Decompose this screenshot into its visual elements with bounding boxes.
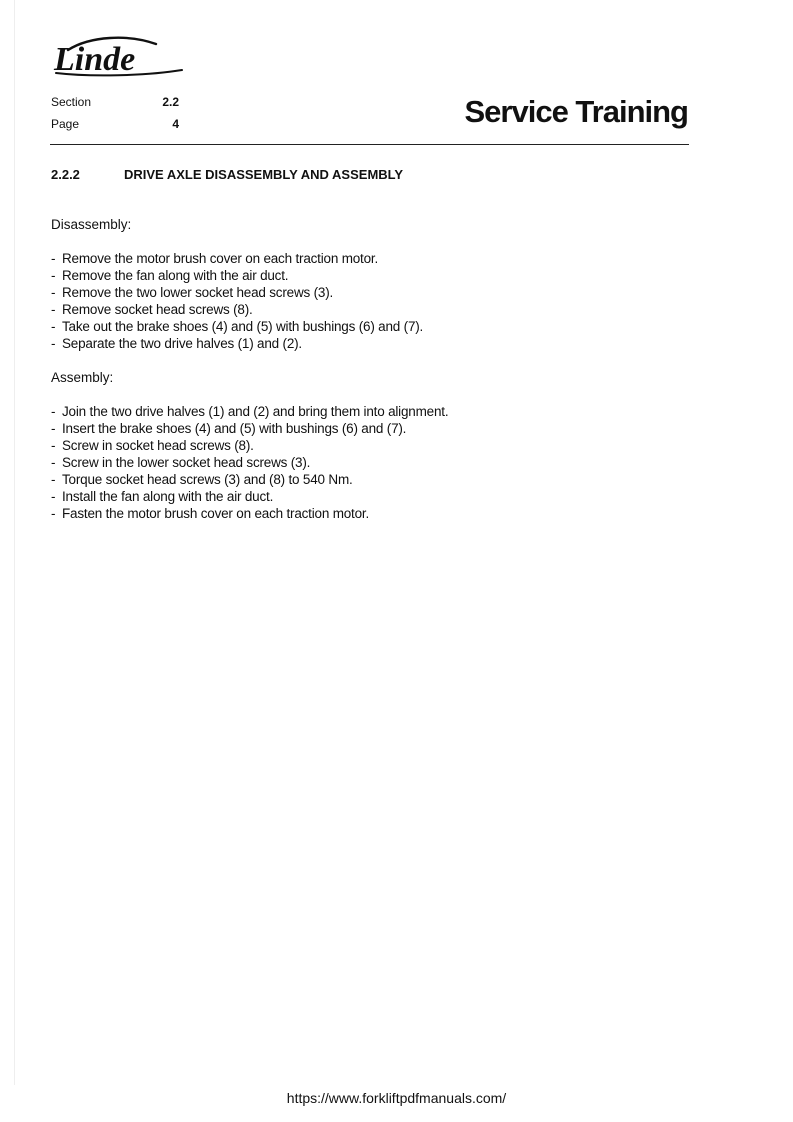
assembly-step: - Join the two drive halves (1) and (2) and bring them into alignment. [51,403,448,420]
section-label: Section [51,95,92,109]
page-label: Page [51,117,80,131]
linde-logo [50,34,190,78]
section-title: DRIVE AXLE DISASSEMBLY AND ASSEMBLY [124,167,404,182]
header-divider [50,144,689,145]
section-number: 2.2.2 [51,167,80,182]
assembly-step: - Screw in socket head screws (8). [51,437,448,454]
assembly-step: - Screw in the lower socket head screws (3). [51,454,448,471]
assembly-step: - Insert the brake shoes (4) and (5) with bushings (6) and (7). [51,420,448,437]
disassembly-step: - Remove the motor brush cover on each traction motor. [51,250,423,267]
disassembly-step: - Separate the two drive halves (1) and (2). [51,335,423,352]
assembly-step: - Install the fan along with the air duct. [51,488,448,505]
disassembly-step: - Remove the fan along with the air duct. [51,267,423,284]
section-value: 2.2 [162,95,179,109]
disassembly-step: - Remove the two lower socket head screws (3). [51,284,423,301]
footer-url-link[interactable]: https://www.forkliftpdfmanuals.com/ [286,1090,507,1106]
disassembly-step: - Take out the brake shoes (4) and (5) with bushings (6) and (7). [51,318,423,335]
assembly-step: - Fasten the motor brush cover on each traction motor. [51,505,448,522]
page-value: 4 [172,117,179,131]
assembly-heading: Assembly: [51,370,114,385]
page-edge-rule [14,0,15,1085]
disassembly-heading: Disassembly: [51,217,132,232]
section-heading [51,167,403,182]
service-training-title: Service Training [464,94,688,129]
assembly-steps [51,403,448,522]
logo-text: Linde [54,41,136,78]
assembly-step: - Torque socket head screws (3) and (8) to 540 Nm. [51,471,448,488]
disassembly-steps [51,250,423,352]
disassembly-step: - Remove socket head screws (8). [51,301,423,318]
